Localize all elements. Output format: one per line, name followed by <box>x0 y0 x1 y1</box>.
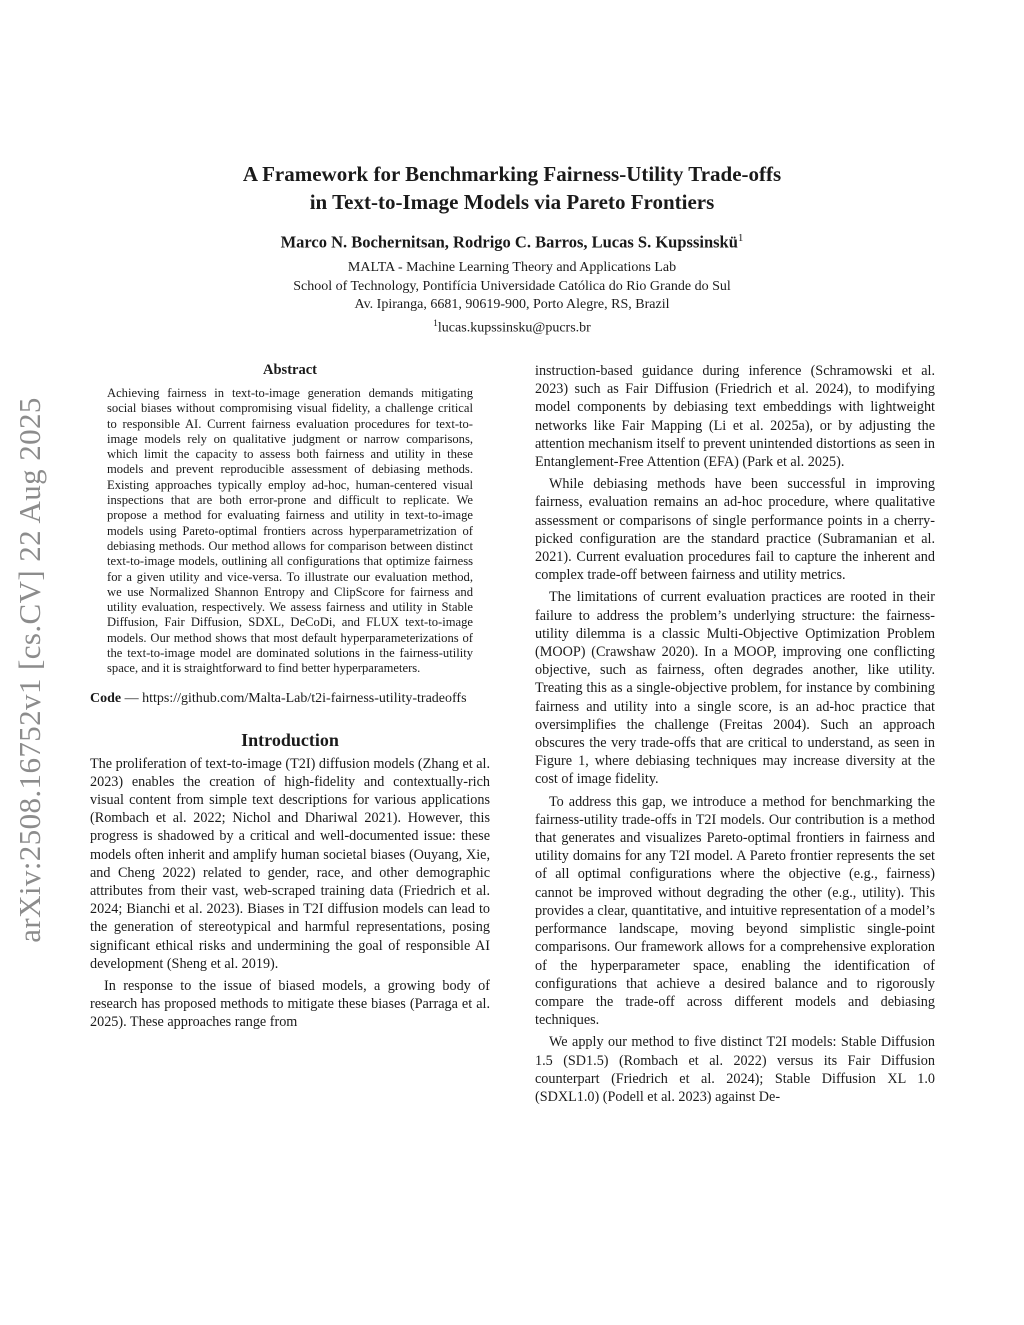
author-superscript: 1 <box>737 232 744 244</box>
arxiv-identifier-text: arXiv:2508.16752v1 [cs.CV] 22 Aug 2025 <box>12 397 47 943</box>
email-address: lucas.kupssinsku@pucrs.br <box>437 320 591 336</box>
author-names: Marco N. Bochernitsan, Rodrigo C. Barros, Lucas S. Kupssinskü <box>280 232 738 252</box>
abstract-heading: Abstract <box>263 362 317 378</box>
right-paragraph-3: The limitations of current evaluation practices are rooted in their failure to address the problem’s underlying structure: the fairness-utility dilemma is a classic Multi-Objective Optimization Problem (MOOP) (Crawshaw 2020). In a MOOP, improving one conflicting objective, such as fairness, often degrades another, like utility. Treating this as a single-objective problem, for instance by combining fairness and utility into a single score, is an ad-hoc practice that oversimplifies the challenge (Freitas 2004). Such an approach obscures the very trade-offs that are critical to understand, as seen in Figure 1, where debiasing techniques may increase diversity at the cost of image fidelity. <box>535 589 935 788</box>
paper-title <box>0 160 1024 216</box>
right-paragraph-4: To address this gap, we introduce a method for benchmarking the fairness-utility trade-offs in T2I models. Our contribution is a method that generates and visualizes Pareto-optimal frontiers in fairness and utility domains for any T2I model. A Pareto frontier represents the set of all optimal configurations where the objective (e.g., fairness) cannot be improved without degrading the other (e.g., utility). This provides a clear, quantitative, and intuitive representation of a model’s performance landscape, moving beyond simplistic single-point comparisons. Our framework allows for a comprehensive exploration of the hyperparameter space, enabling the identification of configurations that achieve a desired balance and to rigorously compare the trade-off across different models and debiasing techniques. <box>535 793 935 1029</box>
email-superscript: 1 <box>433 318 438 329</box>
code-label: Code <box>90 690 122 706</box>
affiliation-email <box>0 315 1024 338</box>
affiliation-address: Av. Ipiranga, 6681, 90619-900, Porto Alegre, RS, Brazil <box>354 297 670 312</box>
right-paragraph-2: While debiasing methods have been successful in improving fairness, evaluation remains an ad-hoc procedure, where qualitative assessment or comparisons of single performance points in a cherry-picked configuration are the standard practice (Subramanian et al. 2021). Current evaluation procedures fail to capture the inherent and complex trade-off between fairness and utility metrics. <box>535 476 935 584</box>
author-list <box>0 232 1024 253</box>
introduction-heading: Introduction <box>241 729 339 750</box>
title-line-2: in Text-to-Image Models via Pareto Frontiers <box>309 190 715 214</box>
right-paragraph-1: instruction-based guidance during inference (Schramowski et al. 2023) such as Fair Diffusion (Friedrich et al. 2024), to modifying model components by debiasing text embeddings with lightweight networks like Fair Mapping (Li et al. 2025a), or by adjusting the attention mechanism itself to prevent unintended distortions as seen in Entanglement-Free Attention (EFA) (Park et al. 2025). <box>535 363 935 471</box>
intro-paragraph-1: The proliferation of text-to-image (T2I) diffusion models (Zhang et al. 2023) enables the creation of high-fidelity and contextually-rich visual content from simple text descriptions for various applications (Rombach et al. 2022; Nichol and Dhariwal 2021). However, this progress is shadowed by a critical and well-documented issue: these models often inherit and amplify human societal biases (Ouyang, Xie, and Cheng 2022) related to gender, race, and other demographic attributes from their vast, web-scraped training data (Friedrich et al. 2024; Bianchi et al. 2023). Biases in T2I diffusion models can lead to the generation of stereotypical and harmful representations, posing significant ethical risks and undermining the goal of responsible AI development (Sheng et al. 2019). <box>90 755 491 972</box>
title-line-1: A Framework for Benchmarking Fairness-Utility Trade-offs <box>242 162 782 186</box>
arxiv-identifier-stamp <box>0 365 60 975</box>
affiliation-school: School of Technology, Pontifícia Universidade Católica do Rio Grande do Sul <box>293 278 731 294</box>
left-column <box>90 362 490 1032</box>
code-dash: — <box>121 690 143 706</box>
intro-paragraph-2: In response to the issue of biased models, a growing body of research has proposed methods to mitigate these biases (Parraga et al. 2025). These approaches range from <box>90 978 490 1031</box>
affiliation-block <box>0 259 1024 338</box>
affiliation-lab: MALTA - Machine Learning Theory and Applications Lab <box>347 260 677 275</box>
code-url-link[interactable]: https://github.com/Malta-Lab/t2i-fairness-utility-tradeoffs <box>142 690 467 706</box>
abstract-text: Achieving fairness in text-to-image generation demands mitigating social biases without compromising visual fidelity, a challenge critical to responsible AI. Current fairness evaluation procedures for text-to-image models rely on qualitative judgment or narrow comparisons, which limit the capacity to assess both fairness and utility in these models and prevent reproducible assessment of debiasing methods. Existing approaches typically employ ad-hoc, human-centered visual inspections that are both error-prone and difficult to replicate. We propose a method for evaluating fairness and utility in text-to-image models using Pareto-optimal frontiers across hyperparametrization of debiasing methods. Our method allows for comparison between distinct text-to-image models, outlining all configurations that optimize fairness for a given utility and vice-versa. To illustrate our evaluation method, we use Normalized Shannon Entropy and ClipScore for fairness and utility evaluation, respectively. We assess fairness and utility in Stable Diffusion, Fair Diffusion, SDXL, DeCoDi, and FLUX text-to-image models. Our method shows that most default hyperparameterizations of the text-to-image model are dominated solutions in the fairness-utility space, and it is straightforward to find better hyperparameters. <box>107 386 473 676</box>
right-paragraph-5: We apply our method to five distinct T2I models: Stable Diffusion 1.5 (SD1.5) (Rombach et al. 2022) versus its Fair Diffusion counterpart (Friedrich et al. 2024); Stable Diffusion XL 1.0 (SDXL1.0) (Podell et al. 2023) against De- <box>535 1034 935 1105</box>
code-link-line <box>90 690 490 708</box>
right-column <box>535 362 935 1106</box>
